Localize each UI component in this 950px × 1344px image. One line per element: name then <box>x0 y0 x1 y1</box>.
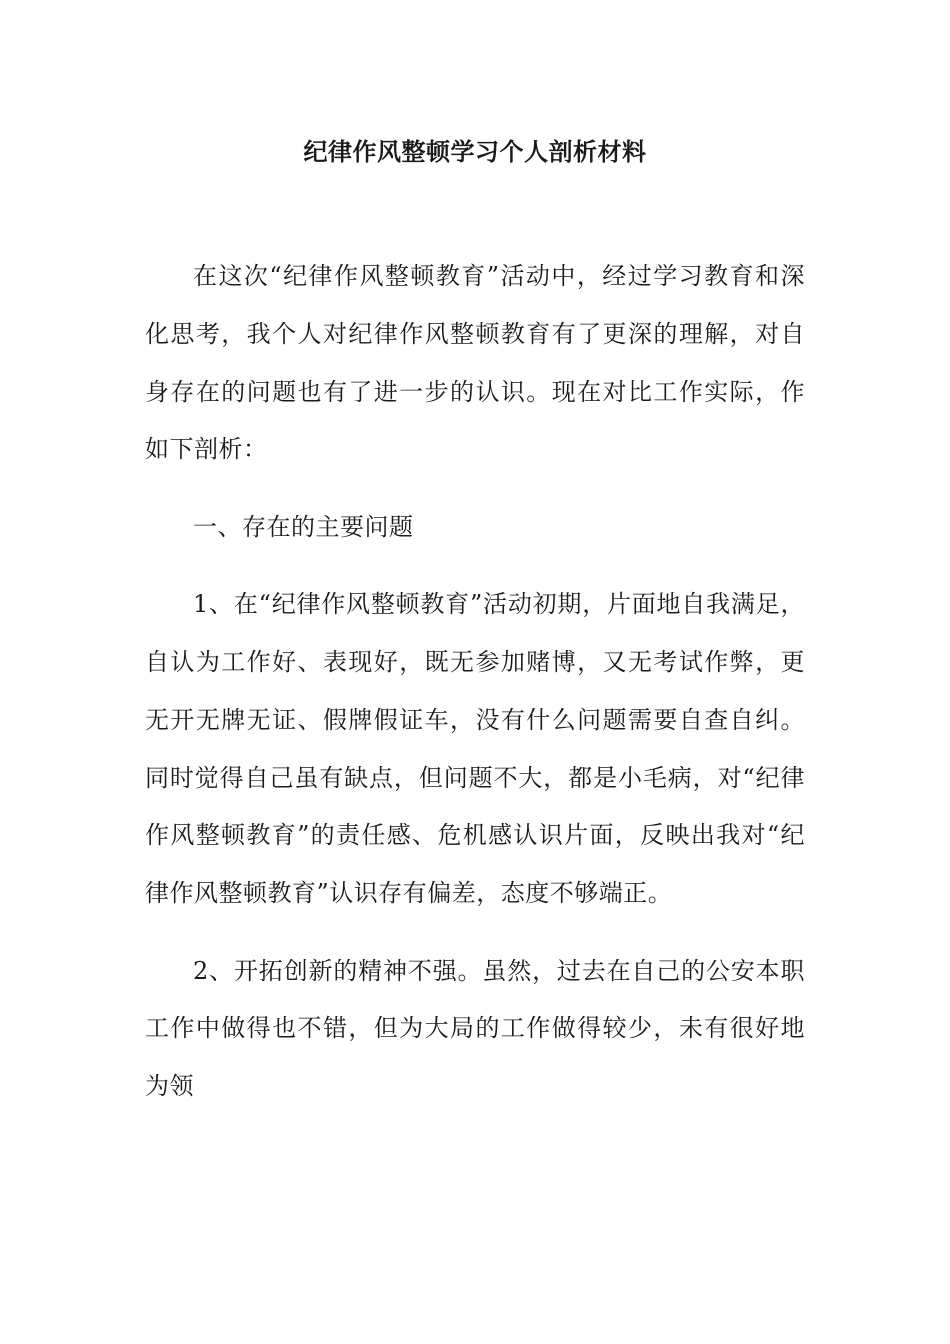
section-heading-main-problems: 一、存在的主要问题 <box>193 512 414 541</box>
paragraph-intro: 在这次“纪律作风整顿教育”活动中，经过学习教育和深化思考，我个人对纪律作风整顿教育有了更深的理解，对自身存在的问题也有了进一步的认识。现在对比工作实际，作如下剖析： <box>145 262 805 464</box>
paragraph-problem-1: 1、在“纪律作风整顿教育”活动初期，片面地自我满足，自认为工作好、表现好，既无参加赌博，又无考试作弊，更无开无牌无证、假牌假证车，没有什么问题需要自查自纠。同时觉得自己虽有缺点，但问题不大，都是小毛病，对“纪律作风整顿教育”的责任感、危机感认识片面，反映出我对“纪律作风整顿教育”认识存有偏差，态度不够端正。 <box>145 590 805 908</box>
paragraph-problem-2: 2、开拓创新的精神不强。虽然，过去在自己的公安本职工作中做得也不错，但为大局的工作做得较少，未有很好地为领 <box>145 956 805 1101</box>
document-title: 纪律作风整顿学习个人剖析材料 <box>303 137 647 166</box>
document-body <box>145 248 805 1136</box>
